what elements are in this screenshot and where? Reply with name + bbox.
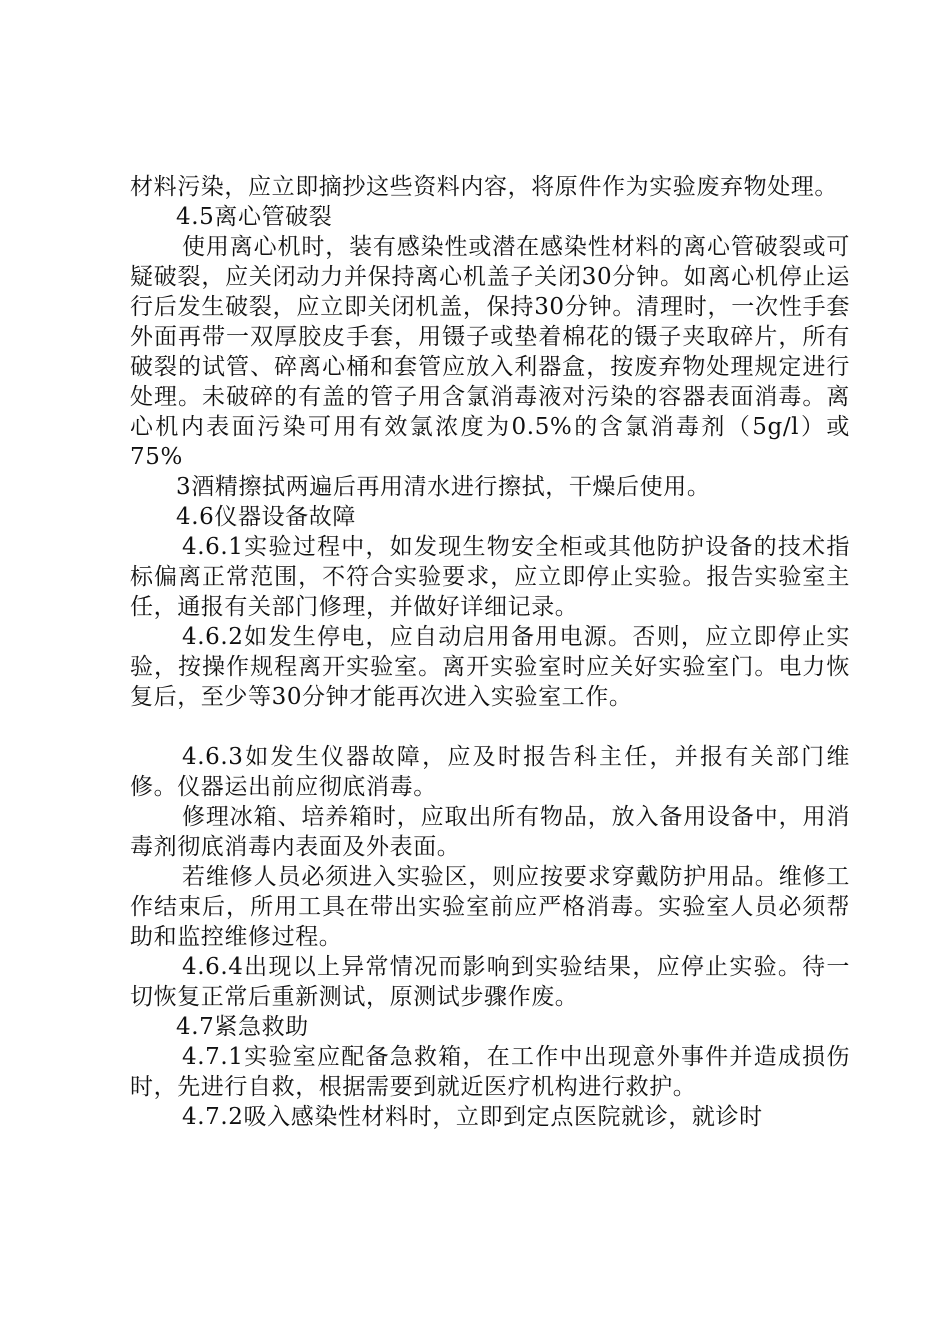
paragraph-4-6-3: 4.6.3如发生仪器故障，应及时报告科主任，并报有关部门维修。仪器运出前应彻底消毒。 <box>130 744 850 800</box>
paragraph-4-6-1: 4.6.1实验过程中，如发现生物安全柜或其他防护设备的技术指标偏离正常范围，不符合实验要求，应立即停止实验。报告实验室主任，通报有关部门修理，并做好详细记录。 <box>130 534 850 620</box>
heading-4-5: 4.5离心管破裂 <box>176 204 333 230</box>
document-body <box>130 172 850 1132</box>
paragraph-repair-staff: 若维修人员必须进入实验区，则应按要求穿戴防护用品。维修工作结束后，所用工具在带出实验室前应严格消毒。实验室人员必须帮助和监控维修过程。 <box>130 864 850 950</box>
paragraph-4-6-4: 4.6.4出现以上异常情况而影响到实验结果，应停止实验。待一切恢复正常后重新测试，原测试步骤作废。 <box>130 954 850 1010</box>
heading-4-7: 4.7紧急救助 <box>176 1014 309 1040</box>
paragraph-4-6-2: 4.6.2如发生停电，应自动启用备用电源。否则，应立即停止实验，按操作规程离开实验室。离开实验室时应关好实验室门。电力恢复后，至少等30分钟才能再次进入实验室工作。 <box>130 624 850 710</box>
paragraph-waste-handling: 材料污染，应立即摘抄这些资料内容，将原件作为实验废弃物处理。 <box>130 174 838 200</box>
paragraph-4-7-2: 4.7.2吸入感染性材料时，立即到定点医院就诊，就诊时 <box>182 1104 763 1130</box>
heading-4-6: 4.6仪器设备故障 <box>176 504 356 530</box>
paragraph-centrifuge-breakage: 使用离心机时，装有感染性或潜在感染性材料的离心管破裂或可疑破裂，应关闭动力并保持离心机盖子关闭30分钟。如离心机停止运行后发生破裂，应立即关闭机盖，保持30分钟。清理时，一次性手套外面再带一双厚胶皮手套，用镊子或垫着棉花的镊子夹取碎片，所有破裂的试管、碎离心桶和套管应放入利器盒，按废弃物处理规定进行处理。未破碎的有盖的管子用含氯消毒液对污染的容器表面消毒。离心机内表面污染可用有效氯浓度为0.5%的含氯消毒剂（5g/l）或75% <box>130 234 850 470</box>
paragraph-alcohol-wipe: 3酒精擦拭两遍后再用清水进行擦拭，干燥后使用。 <box>176 474 711 500</box>
paragraph-repair-fridge: 修理冰箱、培养箱时，应取出所有物品，放入备用设备中，用消毒剂彻底消毒内表面及外表面。 <box>130 804 850 860</box>
blank-line <box>130 712 850 742</box>
paragraph-4-7-1: 4.7.1实验室应配备急救箱，在工作中出现意外事件并造成损伤时，先进行自救，根据需要到就近医疗机构进行救护。 <box>130 1044 850 1100</box>
